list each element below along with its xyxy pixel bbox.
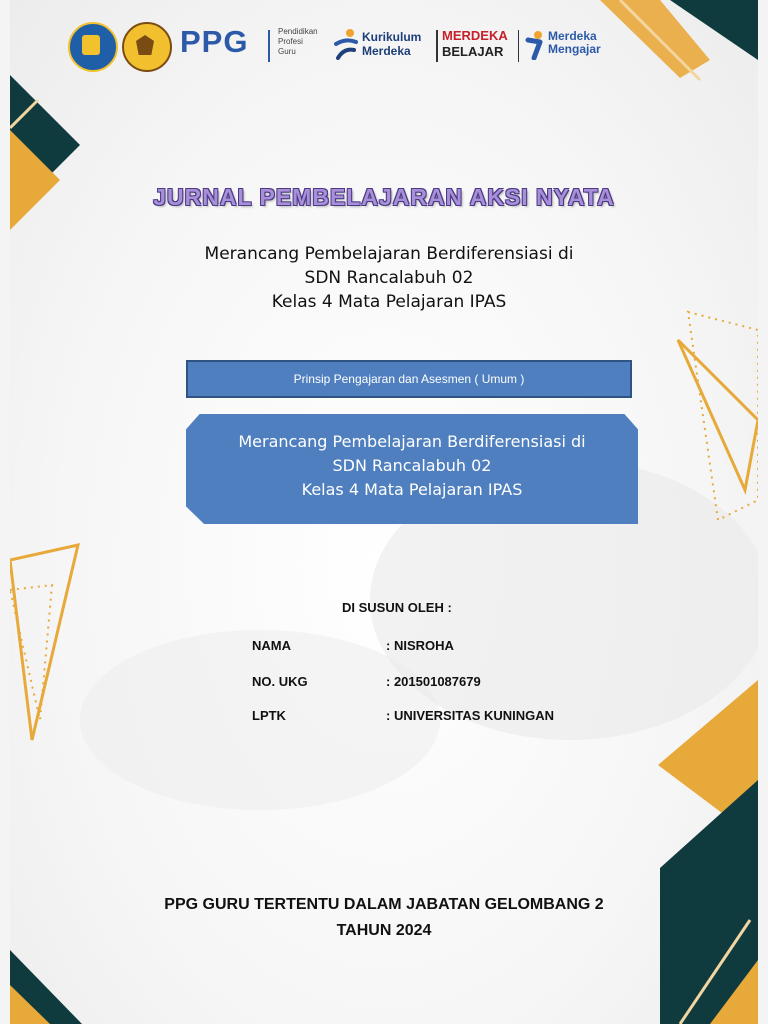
divider — [436, 30, 438, 62]
ppg-logo-text: PPG — [180, 24, 249, 59]
document-title: JURNAL PEMBELAJARAN AKSI NYATA — [153, 184, 615, 210]
outline-triangle-left — [10, 545, 78, 740]
value-nama: : NISROHA — [386, 638, 454, 653]
ppg-subtitle: Pendidikan Profesi Guru — [278, 27, 318, 56]
topic-box: Prinsip Pengajaran dan Asesmen ( Umum ) — [186, 360, 632, 398]
merdeka-belajar-logo: MERDEKA BELAJAR — [442, 28, 508, 59]
value-lptk: : UNIVERSITAS KUNINGAN — [386, 708, 555, 723]
divider — [268, 30, 270, 62]
header-logos — [68, 18, 628, 74]
outline-triangle-right — [678, 340, 758, 490]
info-box-text: Merancang Pembelajaran Berdiferensiasi di SDN Rancalabuh 02 Kelas 4 Mata Pelajaran IPAS — [238, 432, 586, 499]
kurikulum-merdeka-icon — [334, 28, 358, 62]
cover-page — [10, 0, 758, 1024]
kemdikbud-logo — [68, 22, 118, 72]
author-heading: DI SUSUN OLEH : — [342, 600, 452, 615]
merdeka-mengajar-icon — [524, 30, 546, 60]
label-no-ukg: NO. UKG — [252, 674, 308, 689]
label-nama: NAMA — [252, 638, 291, 653]
document-subtitle: Merancang Pembelajaran Berdiferensiasi di SDN Rancalabuh 02 Kelas 4 Mata Pelajaran IPAS — [204, 244, 574, 312]
program-footer: PPG GURU TERTENTU DALAM JABATAN GELOMBANG 2 TAHUN 2024 — [164, 896, 604, 939]
university-logo — [122, 22, 172, 72]
dotted-triangle-right — [688, 312, 758, 520]
kurikulum-merdeka-text: Kurikulum Merdeka — [362, 30, 422, 58]
value-no-ukg: : 201501087679 — [386, 674, 481, 689]
label-lptk: LPTK — [252, 708, 286, 723]
divider — [518, 30, 519, 62]
merdeka-mengajar-text: Merdeka Mengajar — [548, 29, 601, 56]
